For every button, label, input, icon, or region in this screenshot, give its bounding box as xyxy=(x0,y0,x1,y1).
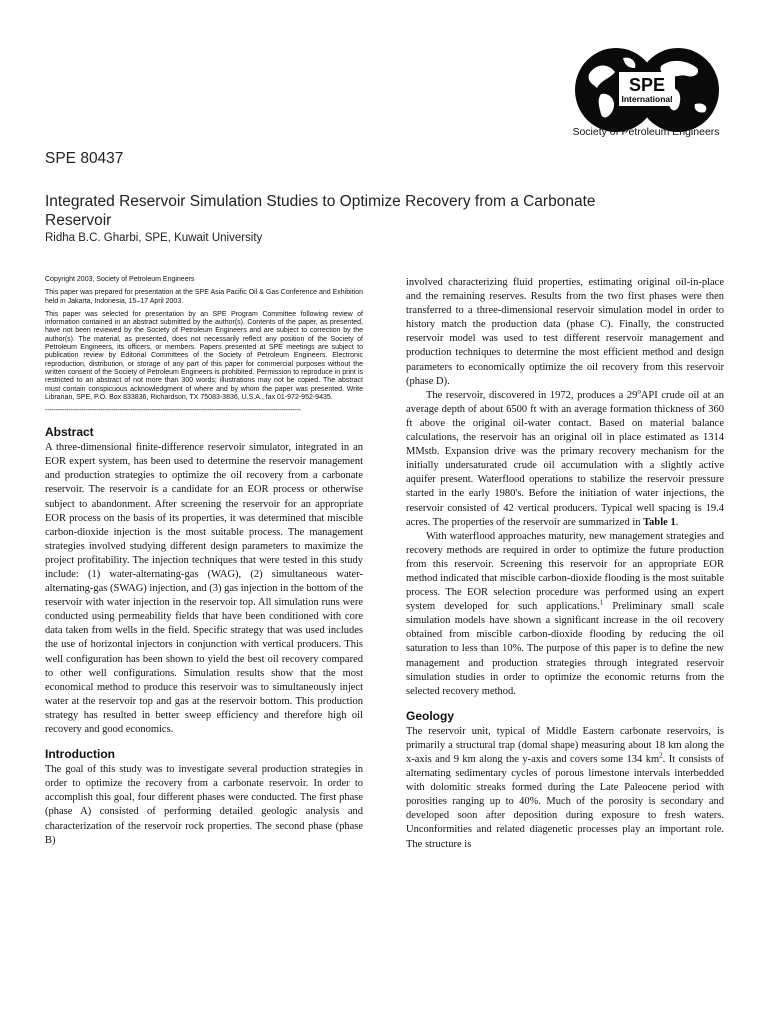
geology-text: The reservoir unit, typical of Middle Eastern carbonate reservoirs, is primarily a structural trap (domal shape) measuring about 18 km along the x-axis and 9 km along the y-axis and covers some 134 $km^2$. It consists of alternating sedimentary cycles of porous limestone intervals interbedded with dolomitic streaks formed during the Late Paleocene period with porosities ranging up to 40%. Much of the porosity is secondary and developed soon after deposition during exposure to fresh waters. Unconformities and related diagenetic processes play an important role. The structure is xyxy=(406,725,725,850)
abstract-text: A three-dimensional finite-difference reservoir simulator, integrated in an EOR expert system, has been used to determine the reservoir management and production strategies to optimize the oil recovery from a carbonate reservoir. The reservoir is a candidate for an EOR process or otherwise subject to abandonment. After screening the reservoir for an appropriate EOR process on the basis of its properties, it was determined that miscible carbon-dioxide injection is the most suitable process. The management strategies involved studying different design parameters to maximize the project profitability. The injection techniques that were tested in this study include: (1) water-alternating-gas (WAG), (2) simultaneous water-alternating-gas (SWAG) injection, and (3) gas injection in the bottom of the reservoir with water injection in the reservoir top. All simulation runs were conducted using permeability fields that have been conditioned with core data taken from wells in the field. Specific strategy that was used includes the use of horizontal injectors in conjunction with vertical producers. This well configuration has been shown to yield the best oil recovery compared to other well configurations. Simulation results show that the most economical method to produce this reservoir was to simultaneously inject water at the reservoir top and gas at the reservoir bottom. This production strategy has resulted in better sweep efficiency and therefore high oil recovery and good economics. xyxy=(45,442,363,736)
citation-ref: 1 xyxy=(599,598,604,607)
area-unit-sup: 2 xyxy=(659,751,663,760)
review-notice: This paper was selected for presentation by an SPE Program Committee following review of information contained in an abstract submitted by the author(s). Contents of the paper, as presented, have not been reviewed by the Society of Petroleum Engineers and are subject to correction by the author(s). The material, as presented, does not necessarily reflect any position of the Society of Petroleum Engineers, its officers, or members. Papers presented at SPE meetings are subject to publication review by Editorial Committees of the Society of Petroleum Engineers. Electronic reproduction, distribution, or storage of any part of this paper for commercial purposes without the written consent of the Society of Petroleum Engineers is prohibited. Permission to reproduce in print is restricted to an abstract of not more than 300 words; illustrations may not be copied. The abstract must contain conspicuous acknowledgment of where and by whom the paper was presented. Write Librarian, SPE, P.O. Box 833836, Richardson, TX 75083-3836, U.S.A., fax 01-972-952-9435. xyxy=(45,310,363,401)
notice-separator: ------------------------------------------------------------------------------------------------------------------------ xyxy=(45,407,301,415)
degree-mark: o xyxy=(637,387,641,396)
right-column xyxy=(406,276,724,852)
logo-subtitle: International xyxy=(621,94,673,104)
geology-heading: Geology xyxy=(406,708,455,723)
introduction-text: The goal of this study was to investigate several production strategies in order to optimize the recovery from a carbonate reservoir. In order to accomplish this goal, four different phases were conducted. The first phase (phase A) consisted of performing detailed geologic analysis and characterization of the reservoir rock properties. The second phase (phase B) xyxy=(45,764,363,846)
conference-notice: This paper was prepared for presentation at the SPE Asia Pacific Oil & Gas Conference and Exhibition held in Jakarta, Indonesia, 15–17 April 2003. xyxy=(45,289,363,305)
paper-title: Integrated Reservoir Simulation Studies to Optimize Recovery from a Carbonate Reservoir xyxy=(45,193,596,229)
logo-caption: Society of Petroleum Engineers xyxy=(572,126,720,138)
author-line: Ridha B.C. Gharbi, SPE, Kuwait University xyxy=(45,232,263,244)
left-column xyxy=(45,276,363,848)
body-paragraph-3: With waterflood approaches maturity, new management strategies and recovery methods are required in order to optimize the future production from this reservoir. Screening this reservoir for an appropriate EOR method indicated that miscible carbon-dioxide flooding is the most suitable process. The EOR selection procedure was performed using an expert system developed for such applications.$^1$ Preliminary small scale simulation models have shown a significant increase in the oil recovery obtained from miscible carbon-dioxide flooding by reducing the oil saturation to less than 10%. The purpose of this paper is to define the new management and production strategies through integrated reservoir simulation studies in order to optimize the economic returns from the selected recovery method. xyxy=(406,530,724,697)
table-reference: Table 1 xyxy=(643,516,676,528)
paper-number: SPE 80437 xyxy=(45,150,124,167)
abstract-heading: Abstract xyxy=(45,425,94,440)
copyright-notice: Copyright 2003, Society of Petroleum Engineers xyxy=(45,276,195,283)
body-paragraph-1: involved characterizing fluid properties, estimating original oil-in-place and the remaining reserves. Results from the two first phases were then transferred to a three-dimensional reservoir simulation model in order to history match the production data (phase C). Finally, the constructed reservoir model was used to test different reservoir management and production techniques to determine the most efficient method and design parameters to economically optimize the oil recovery from this reservoir (phase D). xyxy=(406,277,724,387)
body-paragraph-2: The reservoir, discovered in 1972, produces a 29$^o$API crude oil at an average depth of about 6500 ft with an average formation thickness of 360 ft above the original oil-water contact. Based on material balance calculations, the reservoir has an original oil in place estimated as 1314 MMstb. Expansion drive was the primary recovery mechanism for the initially undersaturated crude oil accumulation with a slightly active aquifer present. Waterflood operations to stabilize the reservoir pressure started in the early 1980's. Before the initiation of water injections, the reservoir consisted of 42 vertical producers. Typical well spacing is 19.4 acres. The properties of the reservoir are summarized in Table 1. xyxy=(406,387,725,528)
logo-abbrev: SPE xyxy=(628,75,666,95)
introduction-heading: Introduction xyxy=(45,747,115,762)
